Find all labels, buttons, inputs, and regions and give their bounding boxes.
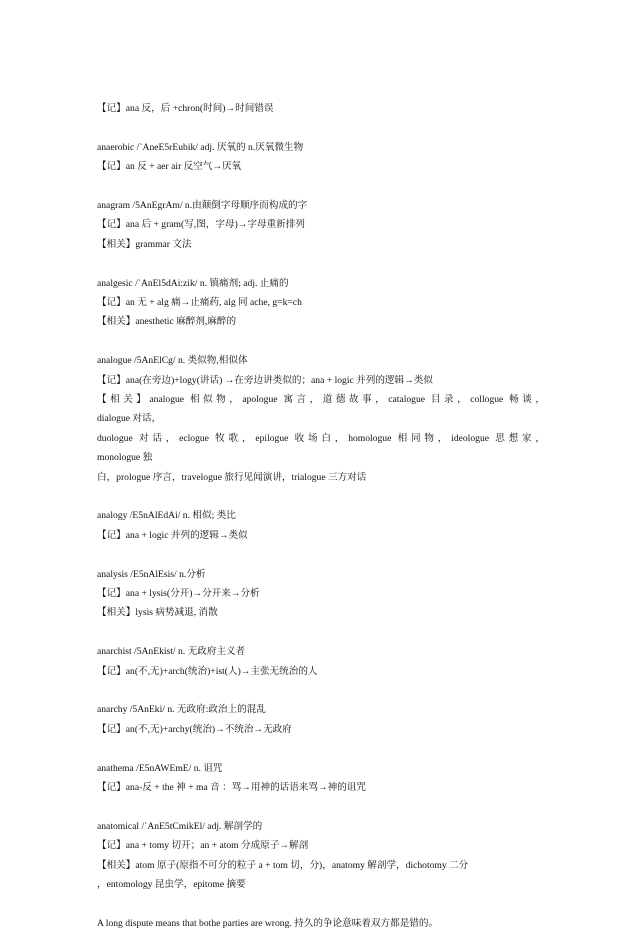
spacer <box>97 254 545 273</box>
spacer <box>97 545 545 564</box>
closing-quote: A long dispute means that bothe parties are wrong. 持久的争论意味着双方都是错的。 <box>97 917 439 929</box>
entry-headword: anathema /E5nAWEmE/ n. 诅咒 <box>97 762 223 774</box>
entry-analysis <box>97 565 545 623</box>
related-note-continued: dialogue 对话， <box>97 413 162 425</box>
entry-headword: analogy /E5nAlEdAi/ n. 相似; 类比 <box>97 510 236 522</box>
related-note-continued: 白，prologue 序言，travelogue 旅行见闻演讲，trialogue 三方对话 <box>97 471 367 483</box>
entry-analgesic <box>97 274 545 332</box>
memory-note: 【记】an 反 + aer air 反空气→厌氧 <box>97 161 242 173</box>
entry-analogy <box>97 506 545 545</box>
spacer <box>97 177 545 196</box>
entry-analogue <box>97 351 545 487</box>
spacer <box>97 681 545 700</box>
entry-headword: anaerobic /`AneE5rEubik/ adj. 厌氧的 n.厌氧微生物 <box>97 141 304 153</box>
memory-note: 【记】ana + lysis(分开)→分开来→分析 <box>97 588 260 600</box>
related-note: 【相关】atom 原子(原指不可分的粒子 a + tom 切，分)，anatomy 解剖学，dichotomy 二分 <box>97 859 469 871</box>
related-note: 【相关】grammar 文法 <box>97 238 192 250</box>
memory-note: 【记】ana 反，后 +chron(时间)→时间错误 <box>97 103 274 114</box>
spacer <box>97 797 545 816</box>
related-note-continued: ，entomology 昆虫学，epitome 摘要 <box>97 879 246 891</box>
entry-headword: anagram /5AnEgrAm/ n.由颠倒字母顺序而构成的字 <box>97 200 308 211</box>
document-body <box>97 99 545 933</box>
memory-note: 【记】an(不,无)+archy(统治)→不统治→无政府 <box>97 723 292 735</box>
related-note: 【相关】lysis 病势减退, 消散 <box>97 607 218 619</box>
spacer <box>97 332 545 351</box>
entry-anagram <box>97 196 545 254</box>
memory-note: 【记】an(不,无)+arch(统治)+ist(人)→主张无统治的人 <box>97 665 318 677</box>
entry-headword: anatomical /`AnE5tCmikEl/ adj. 解剖学的 <box>97 820 263 832</box>
entry-anathema <box>97 759 545 798</box>
related-note: 【相关】anesthetic 麻醉剂,麻醉的 <box>97 316 237 328</box>
memory-note: 【记】ana-反 + the 神 + ma 音 ：骂→用神的话语来骂→神的诅咒 <box>97 782 367 794</box>
entry-headword: analogue /5AnElCg/ n. 类似物,相似体 <box>97 355 248 367</box>
entry-anarchy <box>97 700 545 739</box>
entry-headword: anarchist /5AnEkist/ n. 无政府主义者 <box>97 646 246 658</box>
memory-note: 【记】ana + logic 并列的逻辑→类似 <box>97 529 248 541</box>
entry-anarchist <box>97 642 545 681</box>
entry-headword: analgesic /`AnEl5dAi:zik/ n. 镇痛剂; adj. 止痛的 <box>97 277 289 289</box>
spacer <box>97 895 545 914</box>
entry-headword: anarchy /5AnEki/ n. 无政府:政治上的混乱 <box>97 704 266 716</box>
memory-note: 【记】ana(在旁边)+logy(讲话) →在旁边讲类似的；ana + logic 并列的逻辑→类似 <box>97 374 433 386</box>
memory-note: 【记】ana + tomy 切开；an + atom 分成原子→解剖 <box>97 840 309 852</box>
spacer <box>97 739 545 758</box>
spacer <box>97 487 545 506</box>
memory-note: 【记】an 无 + alg 痛→止痛药, alg 同 ache, g=k=ch <box>97 297 302 309</box>
memory-note: 【记】ana 后 + gram(写,图，字母)→字母重新排列 <box>97 219 305 231</box>
related-note-continued: monologue 独 <box>97 452 153 464</box>
spacer <box>97 118 545 137</box>
entry-headword: analysis /E5nAlEsis/ n.分析 <box>97 568 206 580</box>
related-note: 【相关】analogue 相似物，apologue 寓言，道德故事，catalogue 目录，collogue 畅谈， <box>97 394 545 406</box>
entry-anaerobic <box>97 138 545 177</box>
spacer <box>97 623 545 642</box>
entry-anatomical <box>97 817 545 895</box>
related-note-continued: duologue 对话，eclogue 牧歌，epilogue 收场白，homologue 相同物，ideologue 思想家， <box>97 432 545 444</box>
